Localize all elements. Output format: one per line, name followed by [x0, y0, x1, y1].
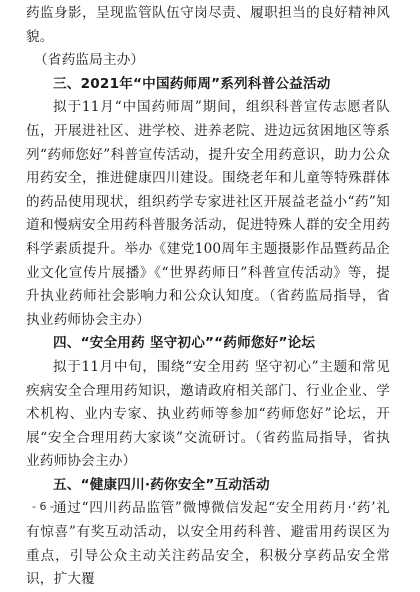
section-heading-4: 四、“安全用药 坚守初心”“药师您好”论坛 — [53, 335, 316, 352]
section-heading-5: 五、“健康四川·药你安全”互动活动 — [53, 476, 270, 493]
paragraph-section-4: 拟于11月中旬，围绕“安全用药 坚守初心”主题和常见疾病安全合理用药知识，邀请政府相关部门、行业企业、学术机构、业内专家、执业药师等参加“药师您好”论坛，开展“安全合理用药大家谈”交流研讨。（省药监局指导，省执业药师协会主办） — [26, 358, 390, 470]
section-heading-3: 三、2021年“中国药师周”系列科普公益活动 — [53, 75, 331, 92]
organizer-note: （省药监局主办） — [34, 52, 145, 69]
paragraph-section-3: 拟于11月“中国药师周”期间，组织科普宣传志愿者队伍，开展进社区、进学校、进养老院、进边远贫困地区等系列“药师您好”科普宣传活动，提升安全用药意识，助力公众用药安全，推进健康四川建设。围绕老年和儿童等特殊群体的药品使用现状，组织药学专家进社区开展益老益小“药”知道和慢病安全用药科普服务活动，促进特殊人群的安全用药科学素质提升。举办《建党100周年主题摄影作品暨药品企业文化宣传片展播》《“世界药师日”科普宣传活动》等，提升执业药师社会影响力和公众认知度。（省药监局指导，省执业药师协会主办） — [26, 99, 390, 328]
page-number: - 6 - — [32, 500, 54, 513]
paragraph-section-5: 通过“四川药品监管”微博微信发起“安全用药月·‘药’礼有惊喜”有奖互动活动，以安全用药科普、避雷用药误区为重点，引导公众主动关注药品安全，积极分享药品安全常识，扩大覆 — [26, 500, 390, 588]
paragraph-continuation: 药监身影，呈现监管队伍守岗尽责、履职担当的良好精神风貌。 — [26, 5, 390, 45]
